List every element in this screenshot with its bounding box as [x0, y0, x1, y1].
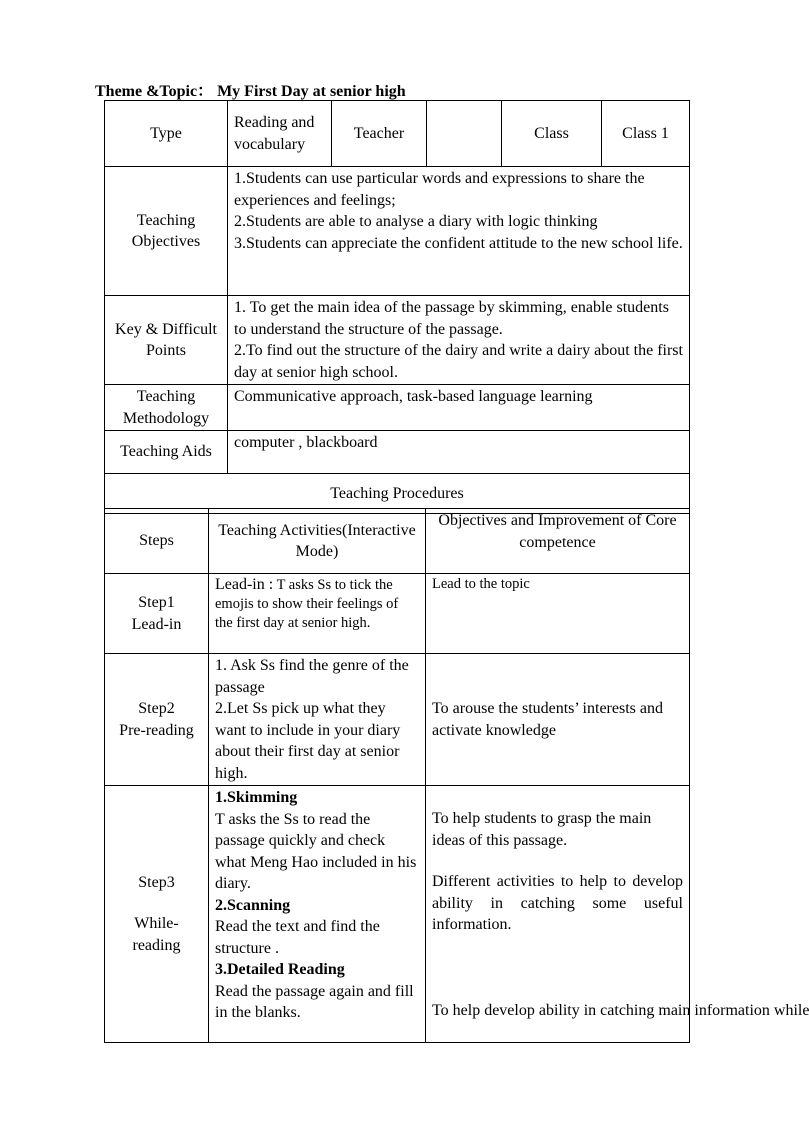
table-row — [105, 786, 690, 1043]
key-point-item: 2.To find out the structure of the dairy and write a dairy about the first day at senior high school. — [234, 342, 683, 381]
activity-heading: 3.Detailed Reading — [215, 961, 345, 978]
table-row — [105, 654, 690, 786]
table-row — [105, 296, 690, 385]
step-number: Step1 — [138, 594, 175, 611]
key-points-label: Key & Difficult Points — [105, 296, 228, 385]
activity-text: T asks Ss to tick the emojis to show their feelings of the first day at senior high. — [215, 577, 399, 631]
step2-activity — [209, 654, 426, 786]
table-row — [105, 574, 690, 654]
table-row — [105, 167, 690, 296]
step-name: Lead-in — [131, 615, 182, 633]
objectives-content — [228, 167, 690, 296]
key-points-content — [228, 296, 690, 385]
teacher-label: Teacher — [332, 101, 427, 167]
activity-heading: 2.Scanning — [215, 896, 291, 914]
objective-item: 3.Students can appreciate the confident attitude to the new school life. — [234, 234, 683, 252]
step-name: While-reading — [132, 915, 181, 954]
aids-label: Teaching Aids — [105, 431, 228, 474]
step-name: Pre-reading — [119, 721, 194, 739]
aids-value: computer , blackboard — [228, 431, 690, 474]
key-point-item: 1. To get the main idea of the passage by skimming, enable students to understand the structure of the passage. — [234, 299, 669, 338]
step1-cell — [105, 574, 209, 654]
step3-objective — [426, 786, 809, 1043]
step-number: Step3 — [138, 873, 175, 891]
step1-objective: Lead to the topic — [426, 574, 690, 654]
lesson-info-table — [104, 100, 690, 514]
step3-activity — [209, 786, 426, 1043]
step1-activity — [209, 574, 426, 654]
procedures-table — [104, 508, 809, 1043]
methodology-label: Teaching Methodology — [105, 385, 228, 431]
objective-text: Different activities to help to develop ability in catching some useful information. — [432, 873, 683, 933]
objective-text: To help students to grasp the main ideas of this passage. — [432, 810, 652, 849]
methodology-value: Communicative approach, task-based language learning — [228, 385, 690, 431]
type-value: Reading and vocabulary — [228, 101, 332, 167]
objective-item: 2.Students are able to analyse a diary with logic thinking — [234, 213, 598, 230]
column-header-objectives: Objectives and Improvement of Core competence — [426, 509, 690, 574]
step3-cell — [105, 786, 209, 1043]
teacher-value — [427, 101, 502, 167]
table-row — [105, 509, 690, 574]
page-title: Theme &Topic： My First Day at senior high — [95, 83, 406, 100]
activity-lead: Lead-in : — [215, 576, 274, 593]
step2-objective: To arouse the students’ interests and activate knowledge — [426, 654, 690, 786]
activity-text: Read the passage again and fill in the blanks. — [215, 982, 414, 1021]
objectives-label: Teaching Objectives — [105, 167, 228, 296]
step-number: Step2 — [138, 700, 175, 717]
step2-cell — [105, 654, 209, 786]
table-row — [105, 385, 690, 431]
activity-text: Read the text and find the structure . — [215, 918, 380, 957]
activity-heading: 1.Skimming — [215, 789, 298, 806]
column-header-activities: Teaching Activities(Interactive Mode) — [209, 509, 426, 574]
objective-item: 1.Students can use particular words and expressions to share the experiences and feelings; — [234, 170, 645, 209]
procedures-title: Teaching Procedures — [105, 474, 690, 514]
table-row — [105, 431, 690, 474]
column-header-steps: Steps — [105, 509, 209, 574]
class-value: Class 1 — [602, 101, 690, 167]
activity-item: 1. Ask Ss find the genre of the passage — [215, 657, 409, 696]
type-label: Type — [105, 101, 228, 167]
objective-text: To help develop ability in catching main information while — [432, 1001, 809, 1019]
activity-text: T asks the Ss to read the passage quickly and check what Meng Hao included in his diary. — [215, 810, 417, 892]
table-row — [105, 101, 690, 167]
activity-item: 2.Let Ss pick up what they want to include in your diary about their first day at senior high. — [215, 700, 401, 782]
class-label: Class — [502, 101, 602, 167]
